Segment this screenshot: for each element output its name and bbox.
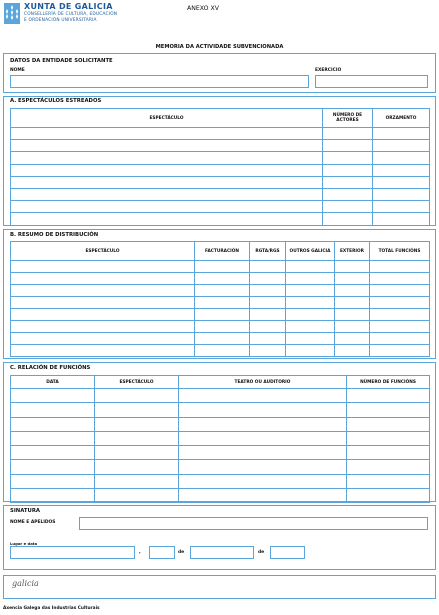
table-cell[interactable] [373,140,430,152]
table-row [11,140,430,152]
table-cell[interactable] [323,164,373,176]
section-c-title: C. RELACIÓN DE FUNCIÓNS [10,365,91,371]
table-cell[interactable] [373,201,430,213]
de-label-1: de [178,550,185,555]
table-cell[interactable] [286,333,335,345]
table-cell[interactable] [11,474,95,488]
table-cell[interactable] [11,188,323,200]
table-cell[interactable] [286,285,335,297]
table-row [11,152,430,164]
col-header-date: DATA [11,376,95,389]
table-cell[interactable] [179,417,347,431]
table-cell[interactable] [179,446,347,460]
table-cell[interactable] [95,489,179,503]
table-row [11,321,430,333]
galicia-brand-box [3,575,436,599]
table-row [11,345,430,357]
table-cell[interactable] [179,403,347,417]
table-cell[interactable] [323,201,373,213]
department-line-2: E ORDENACIÓN UNIVERSITARIA [24,17,97,23]
page-title: MEMORIA DA ACTIVIDADE SUBVENCIONADA [155,44,284,50]
col-header-other-galicia: OUTROS GALICIA [286,242,335,261]
table-row [11,176,430,188]
table-cell[interactable] [179,474,347,488]
col-header-show: ESPECTÁCULO [11,109,323,128]
department-name [24,12,117,23]
table-cell[interactable] [370,309,430,321]
table-row [11,333,430,345]
table-row [11,489,430,503]
table-cell[interactable] [373,128,430,140]
section-b-table [10,241,430,357]
table-cell[interactable] [335,333,370,345]
table-cell[interactable] [335,345,370,357]
table-cell[interactable] [11,152,323,164]
col-header-actors: NÚMERO DE ACTORES [323,109,373,128]
table-cell[interactable] [95,417,179,431]
table-cell[interactable] [250,273,286,285]
table-cell[interactable] [195,321,250,333]
table-cell[interactable] [250,309,286,321]
table-row [11,460,430,474]
annex-label: ANEXO XV [187,5,219,12]
signature-section [3,505,436,570]
table-cell[interactable] [347,489,430,503]
table-cell[interactable] [370,333,430,345]
table-cell[interactable] [11,431,95,445]
place-date-comma: , [139,550,141,555]
signature-name-field[interactable] [79,517,428,530]
table-cell[interactable] [11,273,195,285]
col-header-budget: ORZAMENTO [373,109,430,128]
table-cell[interactable] [11,128,323,140]
table-cell[interactable] [195,261,250,273]
table-cell[interactable] [95,474,179,488]
table-cell[interactable] [250,261,286,273]
table-row [11,261,430,273]
col-header-number-functions: NÚMERO DE FUNCIÓNS [347,376,430,389]
table-row [11,285,430,297]
table-cell[interactable] [323,128,373,140]
month-field[interactable] [190,546,254,559]
table-cell[interactable] [370,321,430,333]
table-cell[interactable] [11,446,95,460]
table-cell[interactable] [11,309,195,321]
table-cell[interactable] [347,474,430,488]
table-cell[interactable] [11,261,195,273]
table-cell[interactable] [179,489,347,503]
table-cell[interactable] [11,297,195,309]
entity-year-field[interactable] [315,75,428,88]
table-cell[interactable] [195,309,250,321]
table-cell[interactable] [347,431,430,445]
section-a-title: A. ESPECTÁCULOS ESTREADOS [10,98,102,104]
table-cell[interactable] [250,333,286,345]
table-cell[interactable] [373,164,430,176]
table-cell[interactable] [286,261,335,273]
table-cell[interactable] [11,460,95,474]
table-cell[interactable] [250,321,286,333]
table-cell[interactable] [195,285,250,297]
table-cell[interactable] [347,460,430,474]
table-row [11,297,430,309]
table-cell[interactable] [11,213,323,225]
entity-name-label: NOME [10,68,25,73]
table-cell[interactable] [11,201,323,213]
table-cell[interactable] [323,152,373,164]
table-row [11,188,430,200]
table-cell[interactable] [373,152,430,164]
agency-name: Axencia Galega das Industrias Culturais [3,606,100,611]
col-header-show: ESPECTÁCULO [95,376,179,389]
table-cell[interactable] [323,188,373,200]
table-cell[interactable] [373,188,430,200]
table-cell[interactable] [95,389,179,403]
table-cell[interactable] [370,273,430,285]
table-row [11,309,430,321]
table-cell[interactable] [195,333,250,345]
table-cell[interactable] [195,297,250,309]
col-header-billing: FACTURACIÓN [195,242,250,261]
table-cell[interactable] [286,297,335,309]
section-a-table [10,108,430,226]
table-row [11,213,430,225]
table-row [11,128,430,140]
table-cell[interactable] [323,213,373,225]
col-header-abroad: EXTERIOR [335,242,370,261]
table-cell[interactable] [335,261,370,273]
place-field[interactable] [10,546,135,559]
section-c-table [10,375,430,503]
table-cell[interactable] [286,345,335,357]
table-row [11,201,430,213]
table-cell[interactable] [179,460,347,474]
table-cell[interactable] [95,446,179,460]
de-label-2: de [258,550,265,555]
table-cell[interactable] [95,403,179,417]
table-row [11,474,430,488]
place-date-label: Lugar e data [10,541,38,546]
table-cell[interactable] [179,431,347,445]
entity-year-label: EXERCICIO [315,68,342,73]
entity-section-title: DATOS DA ENTIDADE SOLICITANTE [10,58,113,64]
table-cell[interactable] [11,333,195,345]
table-row [11,431,430,445]
table-cell[interactable] [250,345,286,357]
table-cell[interactable] [11,321,195,333]
department-line-1: CONSELLERÍA DE CULTURA, EDUCACIÓN [24,12,118,17]
signature-title: SINATURA [10,508,40,514]
table-cell[interactable] [370,285,430,297]
table-row [11,273,430,285]
table-cell[interactable] [250,297,286,309]
col-header-show: ESPECTÁCULO [11,242,195,261]
table-row [11,417,430,431]
entity-name-field[interactable] [10,75,309,88]
galicia-logo: galicia [12,579,39,588]
table-cell[interactable] [11,403,95,417]
table-cell[interactable] [373,213,430,225]
table-cell[interactable] [11,389,95,403]
table-cell[interactable] [335,273,370,285]
table-cell[interactable] [347,403,430,417]
year-field[interactable] [270,546,305,559]
table-cell[interactable] [195,345,250,357]
table-cell[interactable] [179,389,347,403]
table-cell[interactable] [347,389,430,403]
table-row [11,389,430,403]
table-cell[interactable] [370,261,430,273]
table-cell[interactable] [323,140,373,152]
table-row [11,164,430,176]
table-cell[interactable] [11,140,323,152]
table-cell[interactable] [335,285,370,297]
table-cell[interactable] [286,273,335,285]
section-b-title: B. RESUMO DE DISTRIBUCIÓN [10,232,99,238]
col-header-venue: TEATRO OU AUDITORIO [179,376,347,389]
table-cell[interactable] [250,285,286,297]
table-cell[interactable] [11,489,95,503]
table-row [11,446,430,460]
table-cell[interactable] [11,285,195,297]
table-cell[interactable] [286,321,335,333]
col-header-rgta: RGTA/RGS [250,242,286,261]
table-cell[interactable] [286,309,335,321]
table-cell[interactable] [95,431,179,445]
table-row [11,403,430,417]
table-cell[interactable] [11,164,323,176]
table-cell[interactable] [373,176,430,188]
table-cell[interactable] [11,176,323,188]
signature-name-label: NOME E APELIDOS [10,520,56,525]
xunta-logo-icon [4,3,20,24]
col-header-total-functions: TOTAL FUNCIÓNS [370,242,430,261]
org-name: XUNTA DE GALICIA [24,2,113,11]
table-cell[interactable] [370,345,430,357]
table-cell[interactable] [95,460,179,474]
table-cell[interactable] [11,417,95,431]
table-cell[interactable] [347,446,430,460]
table-cell[interactable] [335,321,370,333]
table-cell[interactable] [323,176,373,188]
table-cell[interactable] [11,345,195,357]
table-cell[interactable] [370,297,430,309]
day-field[interactable] [149,546,175,559]
table-cell[interactable] [347,417,430,431]
table-cell[interactable] [335,297,370,309]
table-cell[interactable] [335,309,370,321]
table-cell[interactable] [195,273,250,285]
